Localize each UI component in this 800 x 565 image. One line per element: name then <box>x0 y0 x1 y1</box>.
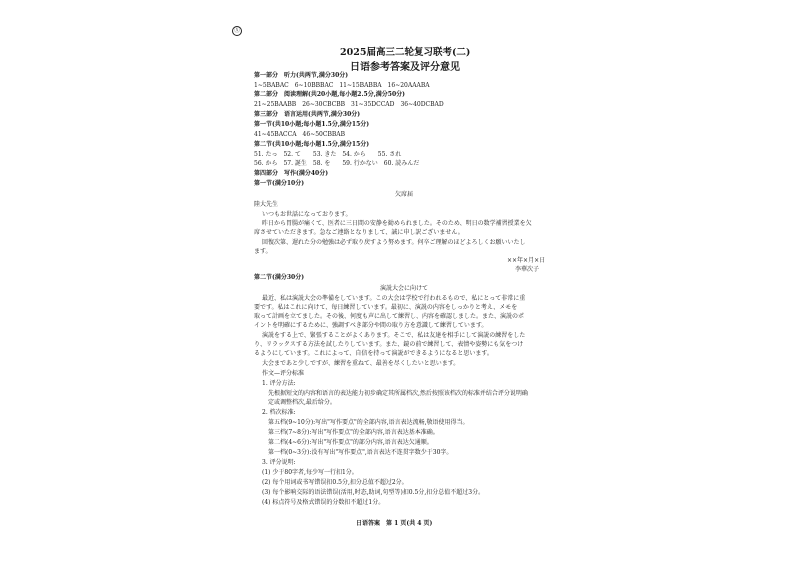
section2-answers-row1: 51. たっ 52. て 53. きた 54. から 55. され <box>254 151 402 158</box>
essay-line: 大会まであと少しですが、練習を重ねて、最善を尽くしたいと思います。 <box>262 360 460 367</box>
letter-line: 回復次第、遅れた分の勉強は必ず取り戻すよう努めます。何卒ご理解のほどよろしくお願いいたし <box>262 239 526 246</box>
rubric-item: 1. 评分方法: <box>262 380 296 387</box>
letter-line: ます。 <box>254 248 272 255</box>
scoring-note: (1) 少于80字者,每少写一行扣1分。 <box>262 469 358 476</box>
rubric-text: 定或调整档次,最后给分。 <box>268 399 336 406</box>
essay-line: 演説をする上で、緊張することがよくあります。そこで、私は友達を相手にして演説の練習をした <box>262 332 526 339</box>
scoring-note: (4) 标点符号及格式错误的分数扣不超过1分。 <box>262 499 385 506</box>
answer-sheet-subtitle: 日语参考答案及评分意见 <box>350 62 460 73</box>
page-footer: 日语答案 第 1 页(共 4 页) <box>356 520 433 527</box>
essay-line: 取って計画を立てました。その後、何度も声に出して練習し、内容を確認しました。また、演説のポ <box>254 313 525 320</box>
part4-heading: 第四部分 写作(满分40分) <box>254 170 329 177</box>
rubric-text: 先根据短文的内容和语言的表达能力初步确定其所属档次,然后按照该档次的标准并结合评分说明确 <box>268 390 528 397</box>
letter-line: 昨日から胃腸が痛くて、医者に三日間の安静を勧められました。そのため、明日の数学補習授業を欠 <box>262 220 532 227</box>
section1-answers: 41~45BACCA 46~50CBBAB <box>254 131 346 138</box>
writing2-heading: 第二节(满分30分) <box>254 274 305 281</box>
essay-line: イントを明確にするために、強調すべき部分や間の取り方を意識して練習しています。 <box>254 322 488 329</box>
letter-line: いつもお世話になっております。 <box>262 211 352 218</box>
grade-level: 第三档(7~8分):写出"写作要点"的全部内容,语言表达基本准确。 <box>268 429 439 436</box>
grade-level: 第一档(0~3分):没有写出"写作要点",语言表达不连贯字数少于30字。 <box>268 449 453 456</box>
part2-heading: 第二部分 阅读理解(共20小题,每小题2.5分,满分50分) <box>254 91 405 98</box>
section2-answers-row2: 56. から 57. 誕生 58. を 59. 行かない 60. 読みんだ <box>254 160 420 167</box>
scoring-note: (2) 每个用词或书写错误扣0.5分,扣分总值不超过2分。 <box>262 479 408 486</box>
rubric-item: 2. 档次标准: <box>262 409 296 416</box>
essay-title: 演説大会に向けて <box>379 285 428 292</box>
rubric-title: 作文—评分标准 <box>262 370 305 377</box>
letter-title: 欠席届 <box>394 191 413 198</box>
school-logo-icon: Ⓧ <box>233 27 240 34</box>
rubric-item: 3. 评分说明: <box>262 459 296 466</box>
part3-heading: 第三部分 语言运用(共两节,满分30分) <box>254 111 361 118</box>
letter-line: 席させていただきます。急なご連絡となりまして、誠に申し訳ございません。 <box>254 229 464 236</box>
part1-heading: 第一部分 听力(共两节,满分30分) <box>254 72 349 79</box>
essay-line: るようにしています。これによって、自信を持って演説ができるようになると思います。 <box>254 350 493 357</box>
grade-level: 第五档(9~10分):写出"写作要点"的全部内容,语言表达流畅,敬语使用得当。 <box>268 419 469 426</box>
grade-level: 第二档(4~6分):写出"写作要点"的部分内容,语言表达欠通顺。 <box>268 439 433 446</box>
letter-addressee: 陸大先生 <box>254 201 279 208</box>
essay-line: り、リラックスする方法を試したりしています。また、鏡の前で練習して、表情や姿勢にも気をつけ <box>254 341 524 348</box>
letter-signature: 李華次子 <box>515 266 540 273</box>
section1-heading: 第一节(共10小题;每小题1.5分,满分15分) <box>254 121 370 128</box>
essay-line: 要です。私はこれに向けて、毎日練習しています。最初に、演説の内容をしっかりと考え、メモを <box>254 304 518 311</box>
part1-answers: 1~5BABAC 6~10BBBAC 11~15BABBA 16~20AAABA <box>254 82 430 89</box>
essay-line: 最近、私は演説大会の準備をしています。この大会は学校で行われるもので、私にとって非常に重 <box>262 295 526 302</box>
exam-title: 2025届高三二轮复习联考(二) <box>340 47 471 58</box>
part2-answers: 21~25BAABB 26~30CBCBB 31~35DCCAD 36~40DCBAD <box>254 101 444 108</box>
writing1-heading: 第一节(满分10分) <box>254 180 305 187</box>
scoring-note: (3) 每个影响交际的语法错误(活用,时态,助词,句型等)扣0.5分,扣分总值不超过3分。 <box>262 489 485 496</box>
letter-date: ××年×月×日 <box>507 257 546 264</box>
section2-heading: 第二节(共10小题;每小题1.5分,满分15分) <box>254 141 370 148</box>
